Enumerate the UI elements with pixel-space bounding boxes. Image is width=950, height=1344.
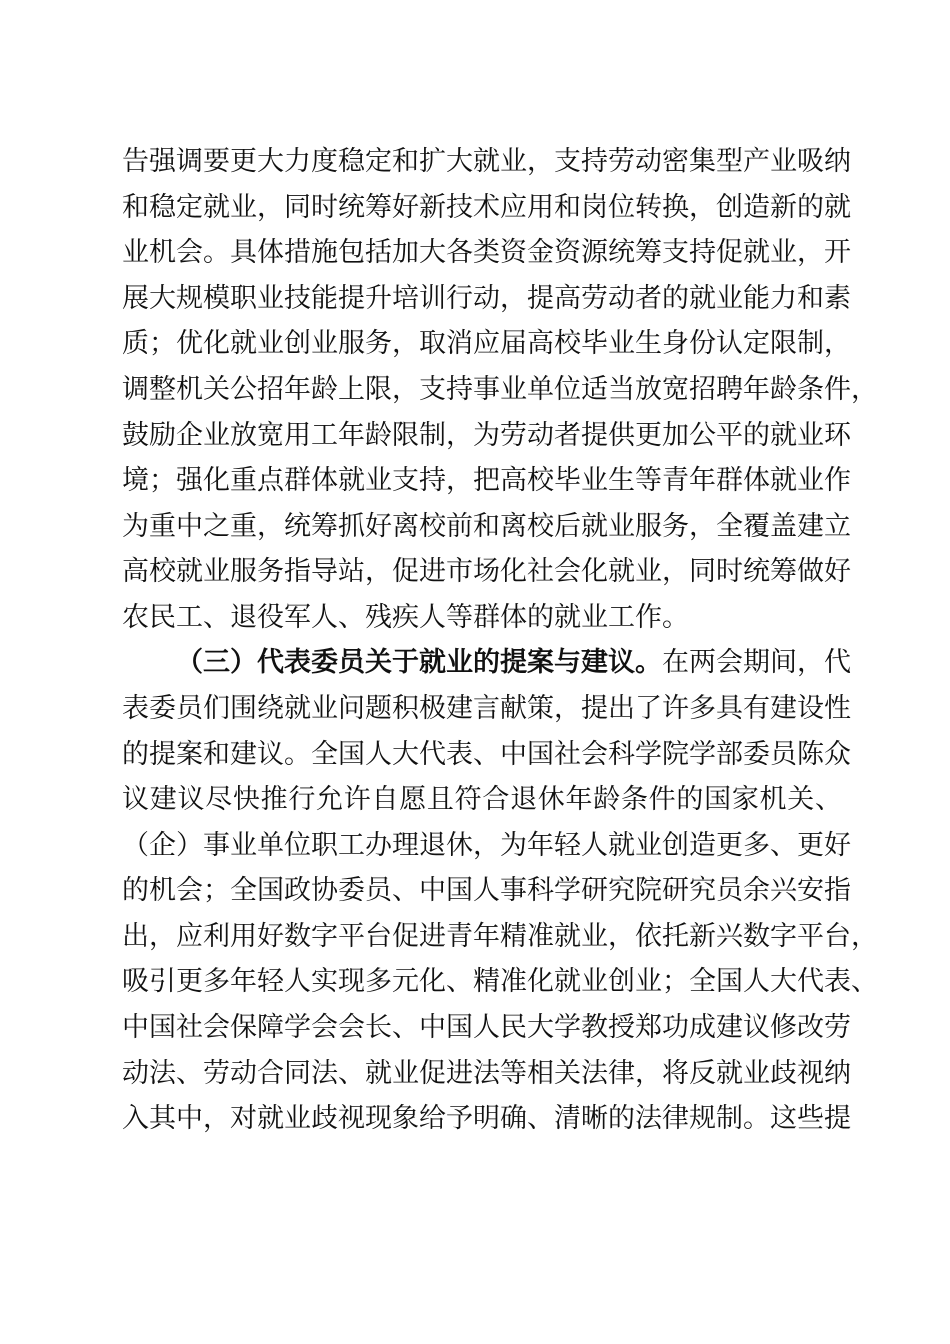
paragraph-1-line-11: 农民工、退役军人、残疾人等群体的就业工作。: [122, 602, 689, 633]
paragraph-1-line-5: 质；优化就业创业服务，取消应届高校毕业生身份认定限制，: [122, 328, 851, 359]
paragraph-2-first-line-rest: 在两会期间，代: [662, 647, 851, 678]
paragraph-1-line-9: 为重中之重，统筹抓好离校前和离校后就业服务，全覆盖建立: [122, 511, 851, 542]
paragraph-2-line-4: 议建议尽快推行允许自愿且符合退休年龄条件的国家机关、: [122, 784, 842, 815]
paragraph-2-line-6: 的机会；全国政协委员、中国人事科学研究院研究员余兴安指: [122, 875, 851, 906]
paragraph-1-line-3: 业机会。具体措施包括加大各类资金资源统筹支持促就业，开: [122, 237, 851, 268]
paragraph-2-line-7: 出，应利用好数字平台促进青年精准就业，依托新兴数字平台，: [122, 921, 878, 952]
paragraph-1-line-4: 展大规模职业技能提升培训行动，提高劳动者的就业能力和素: [122, 283, 851, 314]
paragraph-1-line-6: 调整机关公招年龄上限，支持事业单位适当放宽招聘年龄条件，: [122, 374, 878, 405]
paragraph-1-line-10: 高校就业服务指导站，促进市场化社会化就业，同时统筹做好: [122, 556, 851, 587]
paragraph-2-line-10: 动法、劳动合同法、就业促进法等相关法律，将反就业歧视纳: [122, 1058, 851, 1089]
paragraph-1-line-7: 鼓励企业放宽用工年龄限制，为劳动者提供更加公平的就业环: [122, 420, 851, 451]
paragraph-1-line-2: 和稳定就业，同时统筹好新技术应用和岗位转换，创造新的就: [122, 192, 851, 223]
paragraph-2-line-8: 吸引更多年轻人实现多元化、精准化就业创业；全国人大代表、: [122, 966, 878, 997]
paragraph-1-line-8: 境；强化重点群体就业支持，把高校毕业生等青年群体就业作: [122, 465, 851, 496]
paragraph-2-line-2: 表委员们围绕就业问题积极建言献策，提出了许多具有建设性: [122, 693, 851, 724]
paragraph-1-line-1: 告强调要更大力度稳定和扩大就业，支持劳动密集型产业吸纳: [122, 146, 851, 177]
section-heading: （三）代表委员关于就业的提案与建议。: [176, 647, 662, 678]
paragraph-2-line-3: 的提案和建议。全国人大代表、中国社会科学院学部委员陈众: [122, 739, 851, 770]
paragraph-2-line-5: （企）事业单位职工办理退休，为年轻人就业创造更多、更好: [122, 830, 851, 861]
paragraph-2-first-line: [176, 645, 851, 681]
paragraph-2-line-9: 中国社会保障学会会长、中国人民大学教授郑功成建议修改劳: [122, 1012, 851, 1043]
paragraph-2-line-11: 入其中，对就业歧视现象给予明确、清晰的法律规制。这些提: [122, 1103, 851, 1134]
